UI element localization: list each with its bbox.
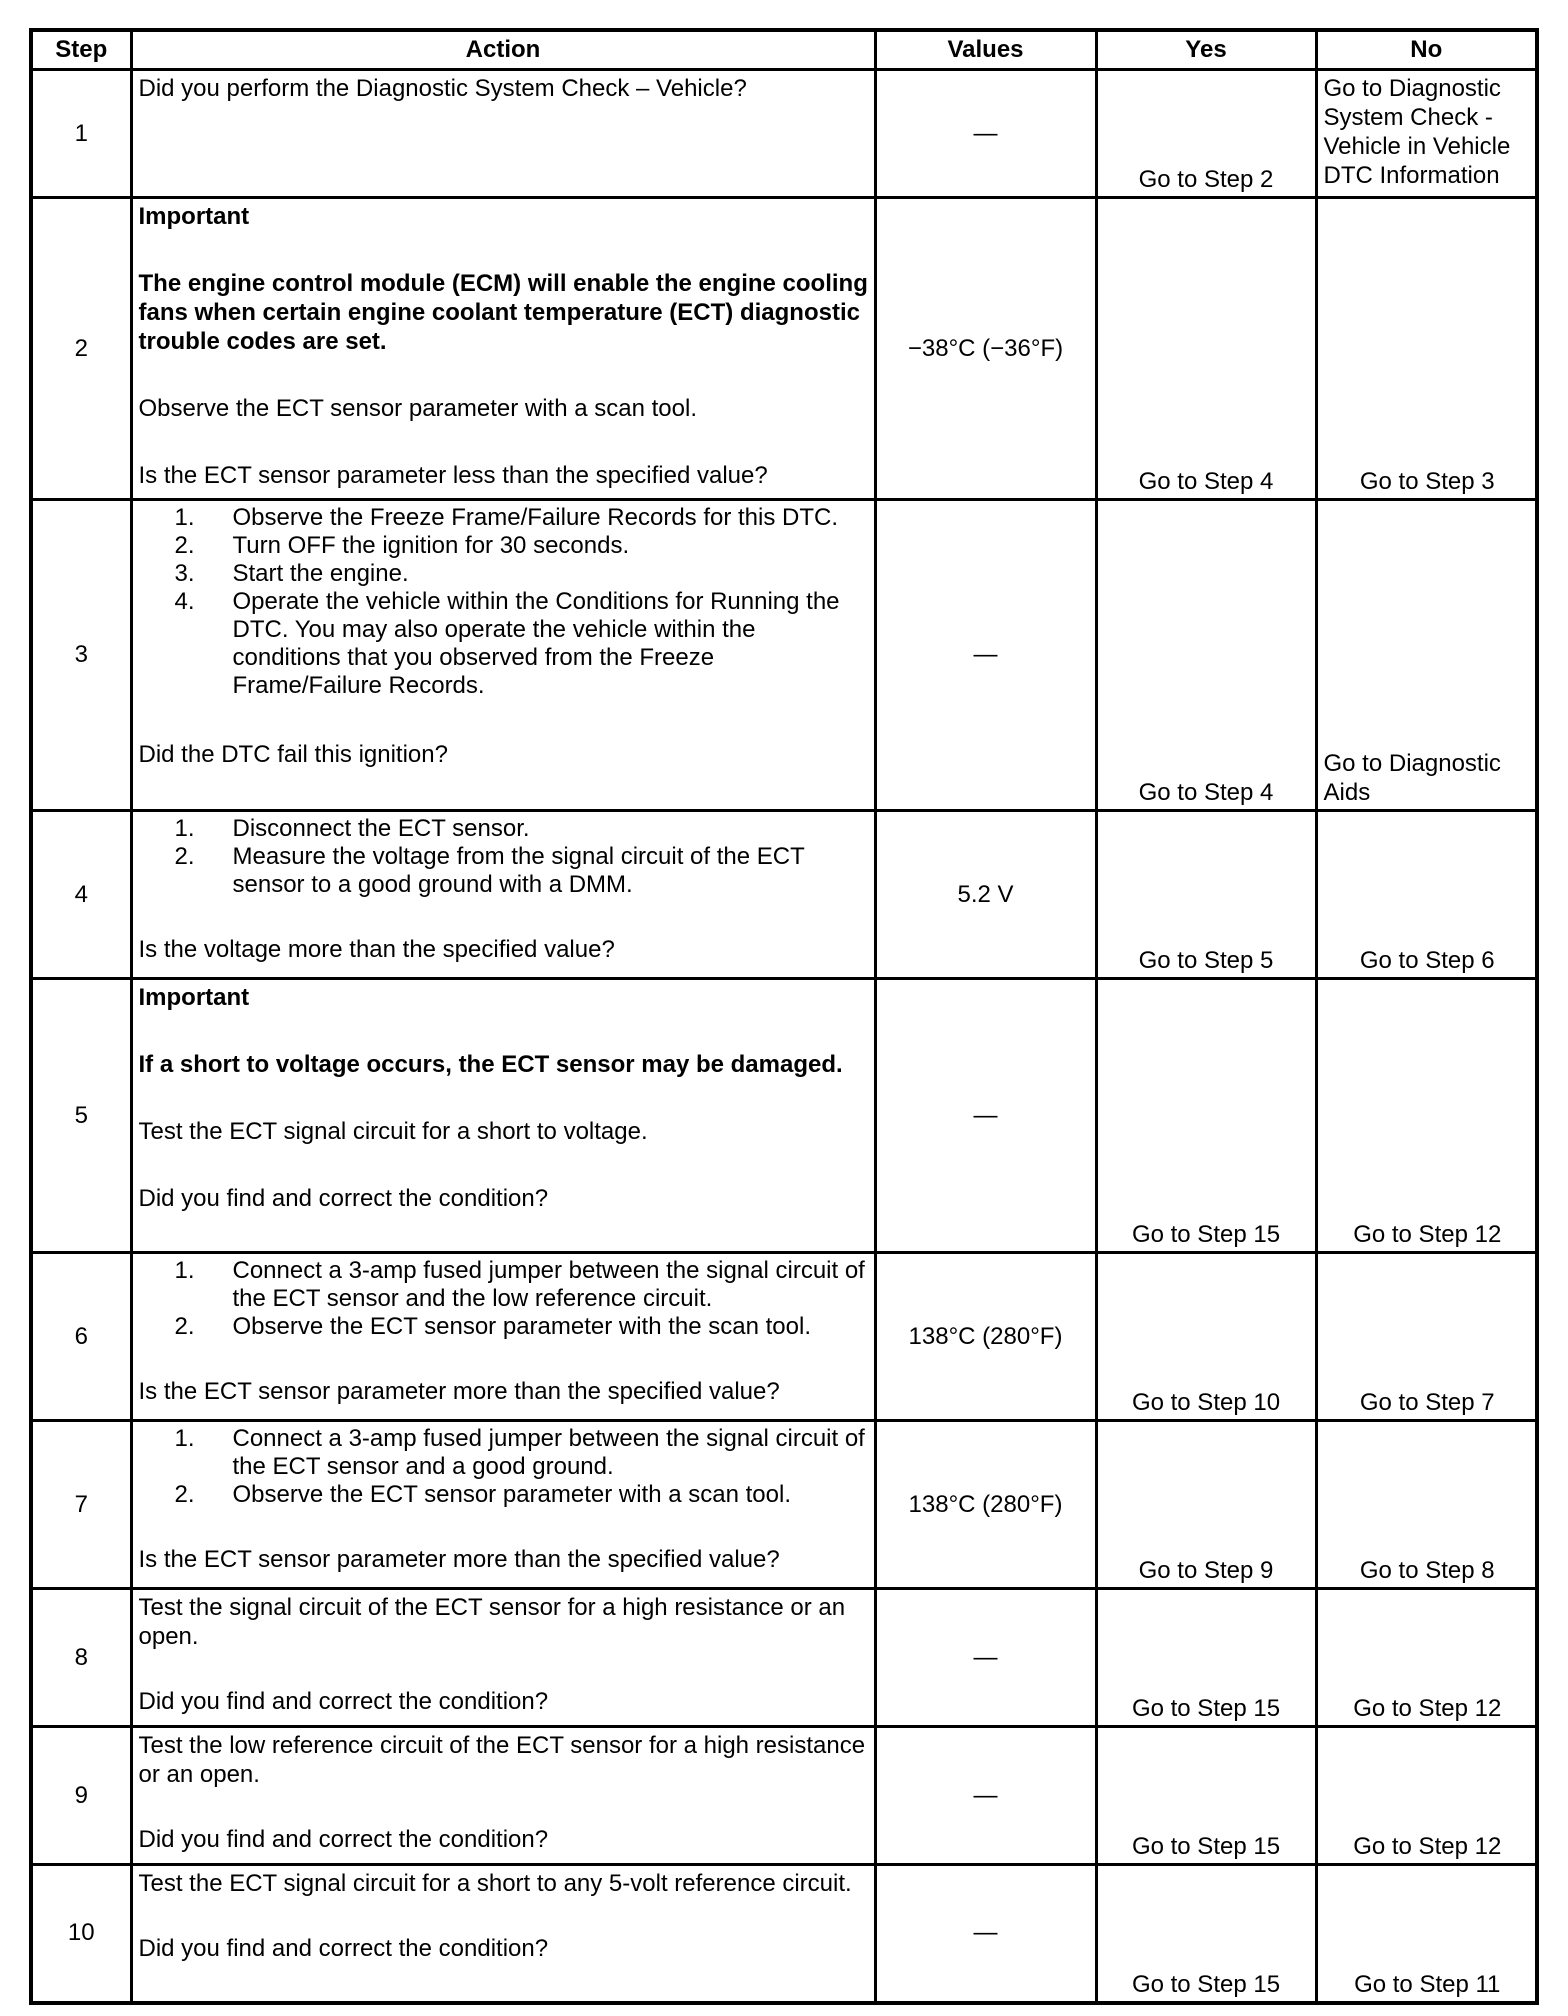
list-item: 2. Measure the voltage from the signal circuit of the ECT sensor to a good ground with a DMM. xyxy=(174,843,805,898)
list-item: 1. Connect a 3-amp fused jumper between the signal circuit of the ECT sensor and the low reference circuit. xyxy=(174,1257,865,1312)
step-number: 2 xyxy=(31,198,131,500)
table-row-step-6 xyxy=(31,1253,1537,1421)
question-text: Did you find and correct the condition? xyxy=(138,1185,549,1212)
no-cell: Go to Step 6 xyxy=(1316,811,1537,979)
instruction-text: Test the ECT signal circuit for a short to voltage. xyxy=(138,1118,648,1145)
value-cell: — xyxy=(875,1865,1096,2003)
yes-cell: Go to Step 15 xyxy=(1096,1589,1316,1727)
action-cell xyxy=(131,500,875,811)
step-number: 9 xyxy=(31,1727,131,1865)
list-item: 1. Connect a 3-amp fused jumper between the signal circuit of the ECT sensor and a good ground. xyxy=(174,1425,865,1480)
header-action: Action xyxy=(131,30,875,70)
action-steps-list xyxy=(139,504,870,700)
instruction-text: Test the ECT signal circuit for a short to any 5-volt reference circuit. xyxy=(138,1870,852,1897)
step-number: 8 xyxy=(31,1589,131,1727)
no-cell: Go to Step 8 xyxy=(1316,1421,1537,1589)
yes-cell: Go to Step 15 xyxy=(1096,979,1316,1253)
no-cell: Go to Step 12 xyxy=(1316,1727,1537,1865)
action-steps-list xyxy=(139,815,870,899)
yes-cell: Go to Step 4 xyxy=(1096,198,1316,500)
no-cell: Go to Step 11 xyxy=(1316,1865,1537,2003)
header-yes: Yes xyxy=(1096,30,1316,70)
list-item: 4. Operate the vehicle within the Conditions for Running the DTC. You may also operate the vehicle within the conditions that you observed from the Freeze Frame/Failure Records. xyxy=(174,588,840,699)
action-cell xyxy=(131,198,875,500)
value-cell: 138°C (280°F) xyxy=(875,1421,1096,1589)
instruction-text: Observe the ECT sensor parameter with a scan tool. xyxy=(138,395,697,422)
action-cell xyxy=(131,1421,875,1589)
value-cell: — xyxy=(875,70,1096,198)
yes-cell: Go to Step 10 xyxy=(1096,1253,1316,1421)
question-text: Is the ECT sensor parameter more than the specified value? xyxy=(138,1546,780,1573)
action-cell xyxy=(131,1253,875,1421)
list-item: 1. Disconnect the ECT sensor. xyxy=(174,815,530,842)
value-cell: 138°C (280°F) xyxy=(875,1253,1096,1421)
value-cell: 5.2 V xyxy=(875,811,1096,979)
no-cell: Go to Step 7 xyxy=(1316,1253,1537,1421)
important-text: If a short to voltage occurs, the ECT sensor may be damaged. xyxy=(138,1051,843,1078)
action-steps-list xyxy=(139,1257,870,1341)
yes-cell: Go to Step 2 xyxy=(1096,70,1316,198)
step-number: 5 xyxy=(31,979,131,1253)
value-cell: — xyxy=(875,1727,1096,1865)
list-item: 2. Turn OFF the ignition for 30 seconds. xyxy=(174,532,630,559)
table-row-step-8 xyxy=(31,1589,1537,1727)
yes-cell: Go to Step 15 xyxy=(1096,1865,1316,2003)
table-row-step-10 xyxy=(31,1865,1537,2003)
action-cell xyxy=(131,1727,875,1865)
question-text: Did you find and correct the condition? xyxy=(138,1826,549,1853)
step-number: 4 xyxy=(31,811,131,979)
step-number: 10 xyxy=(31,1865,131,2003)
no-cell: Go to Step 3 xyxy=(1316,198,1537,500)
table-row-step-3 xyxy=(31,500,1537,811)
list-item: 2. Observe the ECT sensor parameter with the scan tool. xyxy=(174,1313,811,1340)
yes-cell: Go to Step 4 xyxy=(1096,500,1316,811)
no-cell: Go to Diagnostic System Check - Vehicle in Vehicle DTC Information xyxy=(1316,70,1537,198)
action-steps-list xyxy=(139,1425,870,1509)
question-text: Is the ECT sensor parameter more than the specified value? xyxy=(138,1378,780,1405)
table-row-step-4 xyxy=(31,811,1537,979)
header-no: No xyxy=(1316,30,1537,70)
list-item: 2. Observe the ECT sensor parameter with a scan tool. xyxy=(174,1481,791,1508)
header-step: Step xyxy=(31,30,131,70)
list-item: 3. Start the engine. xyxy=(174,560,409,587)
no-cell: Go to Step 12 xyxy=(1316,1589,1537,1727)
list-item: 1. Observe the Freeze Frame/Failure Records for this DTC. xyxy=(174,504,839,531)
action-cell xyxy=(131,1589,875,1727)
step-number: 7 xyxy=(31,1421,131,1589)
important-text: The engine control module (ECM) will enable the engine cooling fans when certain engine coolant temperature (ECT) diagnostic trouble codes are set. xyxy=(138,270,868,355)
table-row-step-1 xyxy=(31,70,1537,198)
step-number: 3 xyxy=(31,500,131,811)
question-text: Is the ECT sensor parameter less than the specified value? xyxy=(138,462,768,489)
action-cell xyxy=(131,811,875,979)
instruction-text: Test the signal circuit of the ECT sensor for a high resistance or an open. xyxy=(138,1594,846,1650)
important-title: Important xyxy=(138,984,250,1011)
table-row-step-5 xyxy=(31,979,1537,1253)
instruction-text: Test the low reference circuit of the ECT sensor for a high resistance or an open. xyxy=(138,1732,866,1788)
table-row-step-9 xyxy=(31,1727,1537,1865)
question-text: Did the DTC fail this ignition? xyxy=(138,741,448,768)
question-text: Did you perform the Diagnostic System Check – Vehicle? xyxy=(138,75,747,102)
value-cell: −38°C (−36°F) xyxy=(875,198,1096,500)
no-cell: Go to Step 12 xyxy=(1316,979,1537,1253)
step-number: 6 xyxy=(31,1253,131,1421)
header-row xyxy=(31,30,1537,70)
yes-cell: Go to Step 9 xyxy=(1096,1421,1316,1589)
table-row-step-2 xyxy=(31,198,1537,500)
question-text: Did you find and correct the condition? xyxy=(138,1688,549,1715)
value-cell: — xyxy=(875,500,1096,811)
table-row-step-7 xyxy=(31,1421,1537,1589)
action-cell xyxy=(131,1865,875,2003)
value-cell: — xyxy=(875,979,1096,1253)
yes-cell: Go to Step 5 xyxy=(1096,811,1316,979)
no-cell: Go to Diagnostic Aids xyxy=(1316,500,1537,811)
question-text: Did you find and correct the condition? xyxy=(138,1935,549,1962)
diagnostic-table-page xyxy=(29,28,1535,2000)
yes-cell: Go to Step 15 xyxy=(1096,1727,1316,1865)
diagnostic-table xyxy=(29,28,1539,2005)
header-values: Values xyxy=(875,30,1096,70)
important-title: Important xyxy=(138,203,250,230)
action-cell xyxy=(131,979,875,1253)
step-number: 1 xyxy=(31,70,131,198)
value-cell: — xyxy=(875,1589,1096,1727)
question-text: Is the voltage more than the specified value? xyxy=(138,936,615,963)
action-cell xyxy=(131,70,875,198)
